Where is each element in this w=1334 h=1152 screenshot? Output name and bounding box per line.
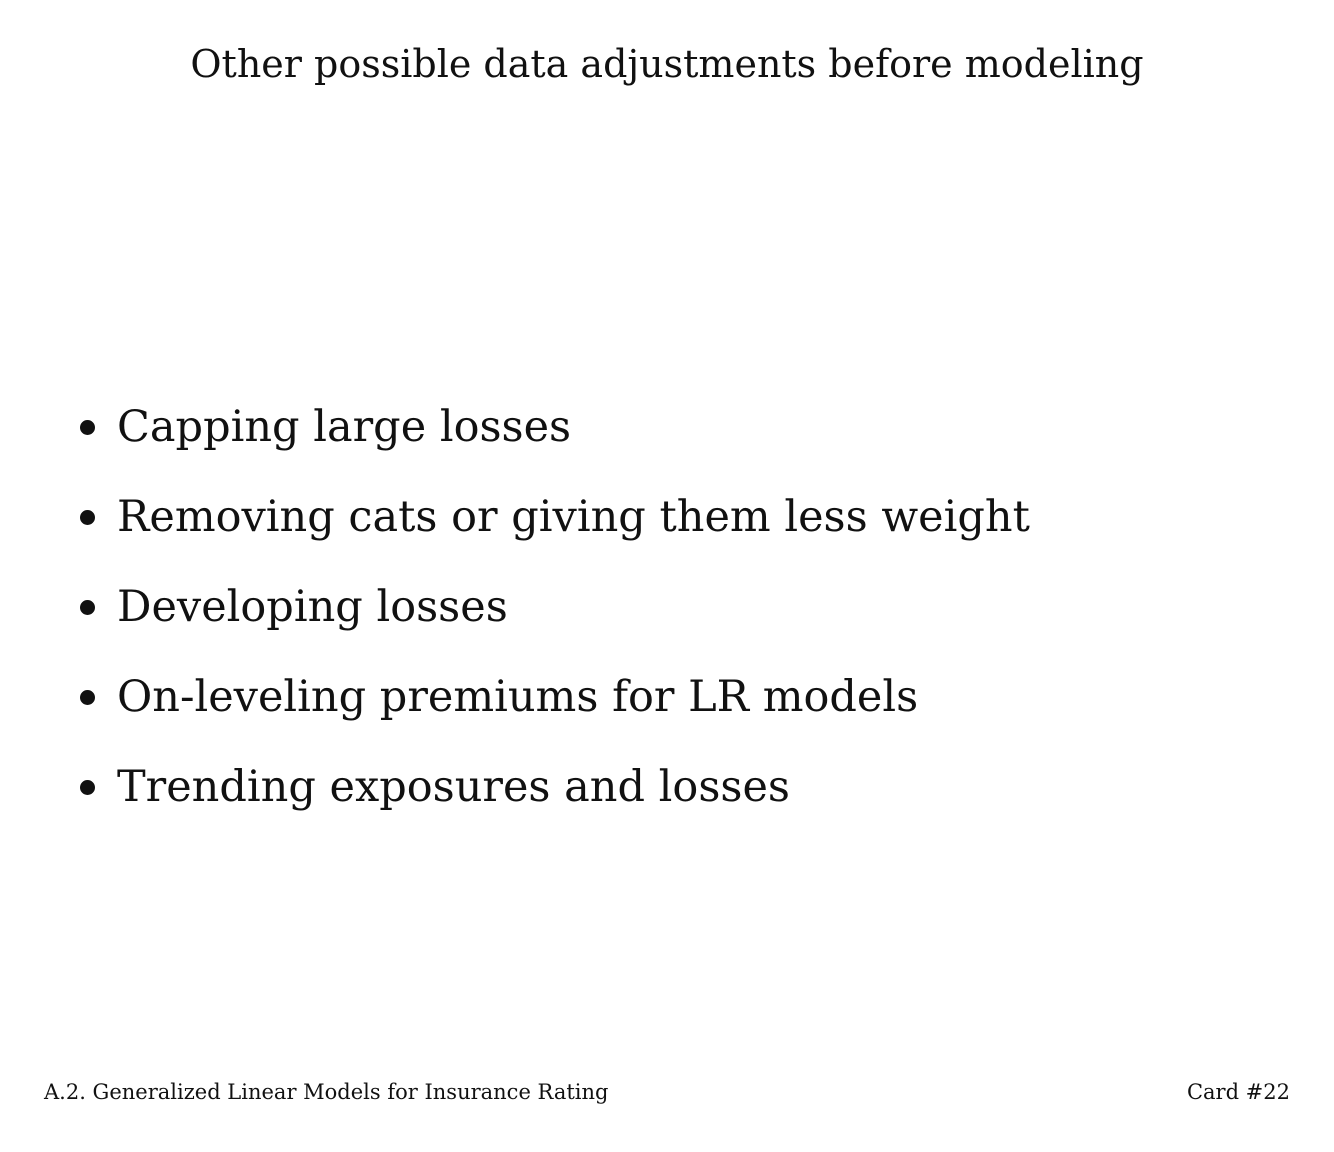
footer <box>44 1078 1290 1106</box>
list-item-text: On-leveling premiums for LR models <box>117 672 919 722</box>
list-item <box>70 562 1270 652</box>
list-item-text: Capping large losses <box>117 402 572 452</box>
bullet-list <box>70 382 1270 832</box>
bullet-icon <box>80 600 95 615</box>
list-item <box>70 472 1270 562</box>
bullet-icon <box>80 420 95 435</box>
list-item <box>70 742 1270 832</box>
list-item-text: Developing losses <box>117 582 508 632</box>
list-item <box>70 652 1270 742</box>
list-item <box>70 382 1270 472</box>
card-number: Card #22 <box>1186 1080 1290 1104</box>
list-item-text: Removing cats or giving them less weight <box>117 492 1030 542</box>
bullet-icon <box>80 780 95 795</box>
footer-section-label: A.2. Generalized Linear Models for Insurance Rating <box>44 1080 609 1104</box>
list-item-text: Trending exposures and losses <box>117 762 790 812</box>
bullet-icon <box>80 690 95 705</box>
page-title: Other possible data adjustments before modeling <box>190 42 1144 86</box>
bullet-icon <box>80 510 95 525</box>
